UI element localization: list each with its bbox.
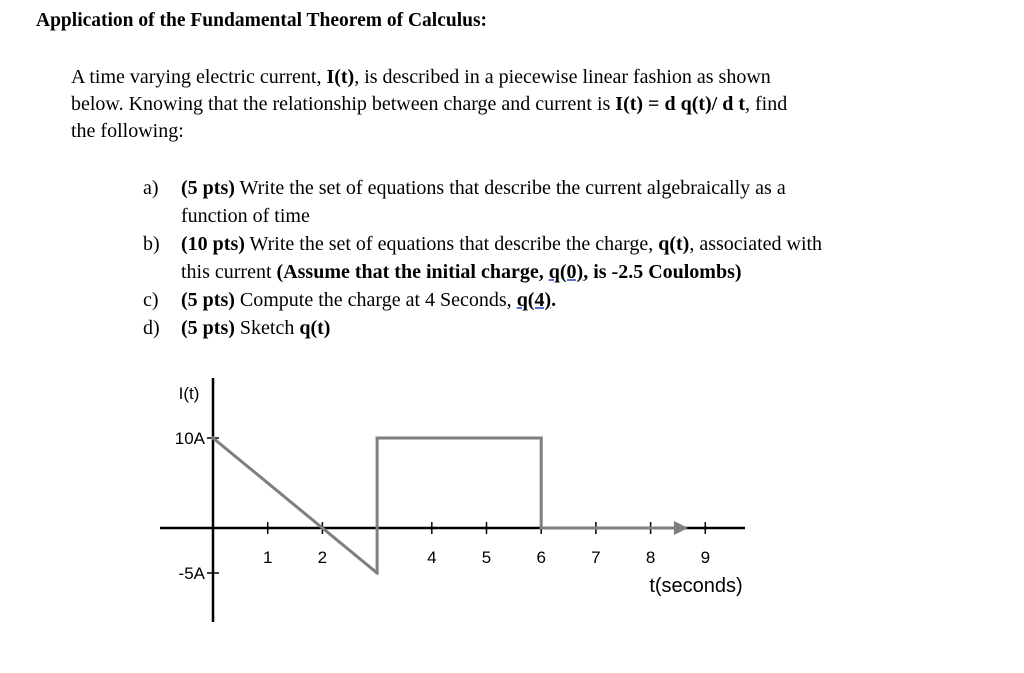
x-tick-label: 6 bbox=[536, 548, 546, 567]
x-tick-label: 4 bbox=[427, 548, 437, 567]
question-a: a) (5 pts) Write the set of equations that describe the current algebraically as a function of time bbox=[143, 174, 983, 230]
current-series bbox=[213, 438, 688, 573]
intro-line-1: A time varying electric current, I(t), is described in a piecewise linear fashion as shown bbox=[71, 66, 771, 88]
question-d: d) (5 pts) Sketch q(t) bbox=[143, 314, 983, 342]
x-tick-label: 2 bbox=[317, 548, 328, 567]
question-c: c) (5 pts) Compute the charge at 4 Seconds, q(4). bbox=[143, 286, 983, 314]
x-axis-label: t(seconds) bbox=[649, 575, 743, 597]
intro-line-3: the following: bbox=[71, 120, 184, 142]
question-label: a) bbox=[143, 177, 159, 199]
question-label: c) bbox=[143, 289, 159, 311]
intro-line-2: below. Knowing that the relationship between charge and current is I(t) = d q(t)/ d t, find bbox=[71, 93, 788, 115]
question-label: b) bbox=[143, 233, 160, 255]
x-tick-label: 5 bbox=[481, 548, 492, 567]
x-tick-label: 9 bbox=[700, 548, 711, 567]
series-arrow-head bbox=[674, 521, 688, 535]
y-tick-label: -5A bbox=[178, 564, 205, 583]
question-b: b) (10 pts) Write the set of equations that describe the charge, q(t), associated with this current (Assume that the initial charge, q(0), is -2.5 Coulombs) bbox=[143, 230, 983, 286]
current-segment bbox=[213, 438, 377, 573]
question-label: d) bbox=[143, 317, 160, 339]
y-axis-label: I(t) bbox=[178, 384, 200, 403]
x-tick-label: 7 bbox=[591, 548, 601, 567]
plot-ticks bbox=[175, 429, 710, 583]
page-title: Application of the Fundamental Theorem of Calculus: bbox=[36, 10, 488, 31]
y-tick-label: 10A bbox=[174, 429, 205, 448]
x-tick-label: 1 bbox=[262, 548, 273, 567]
x-tick-label: 8 bbox=[645, 548, 656, 567]
